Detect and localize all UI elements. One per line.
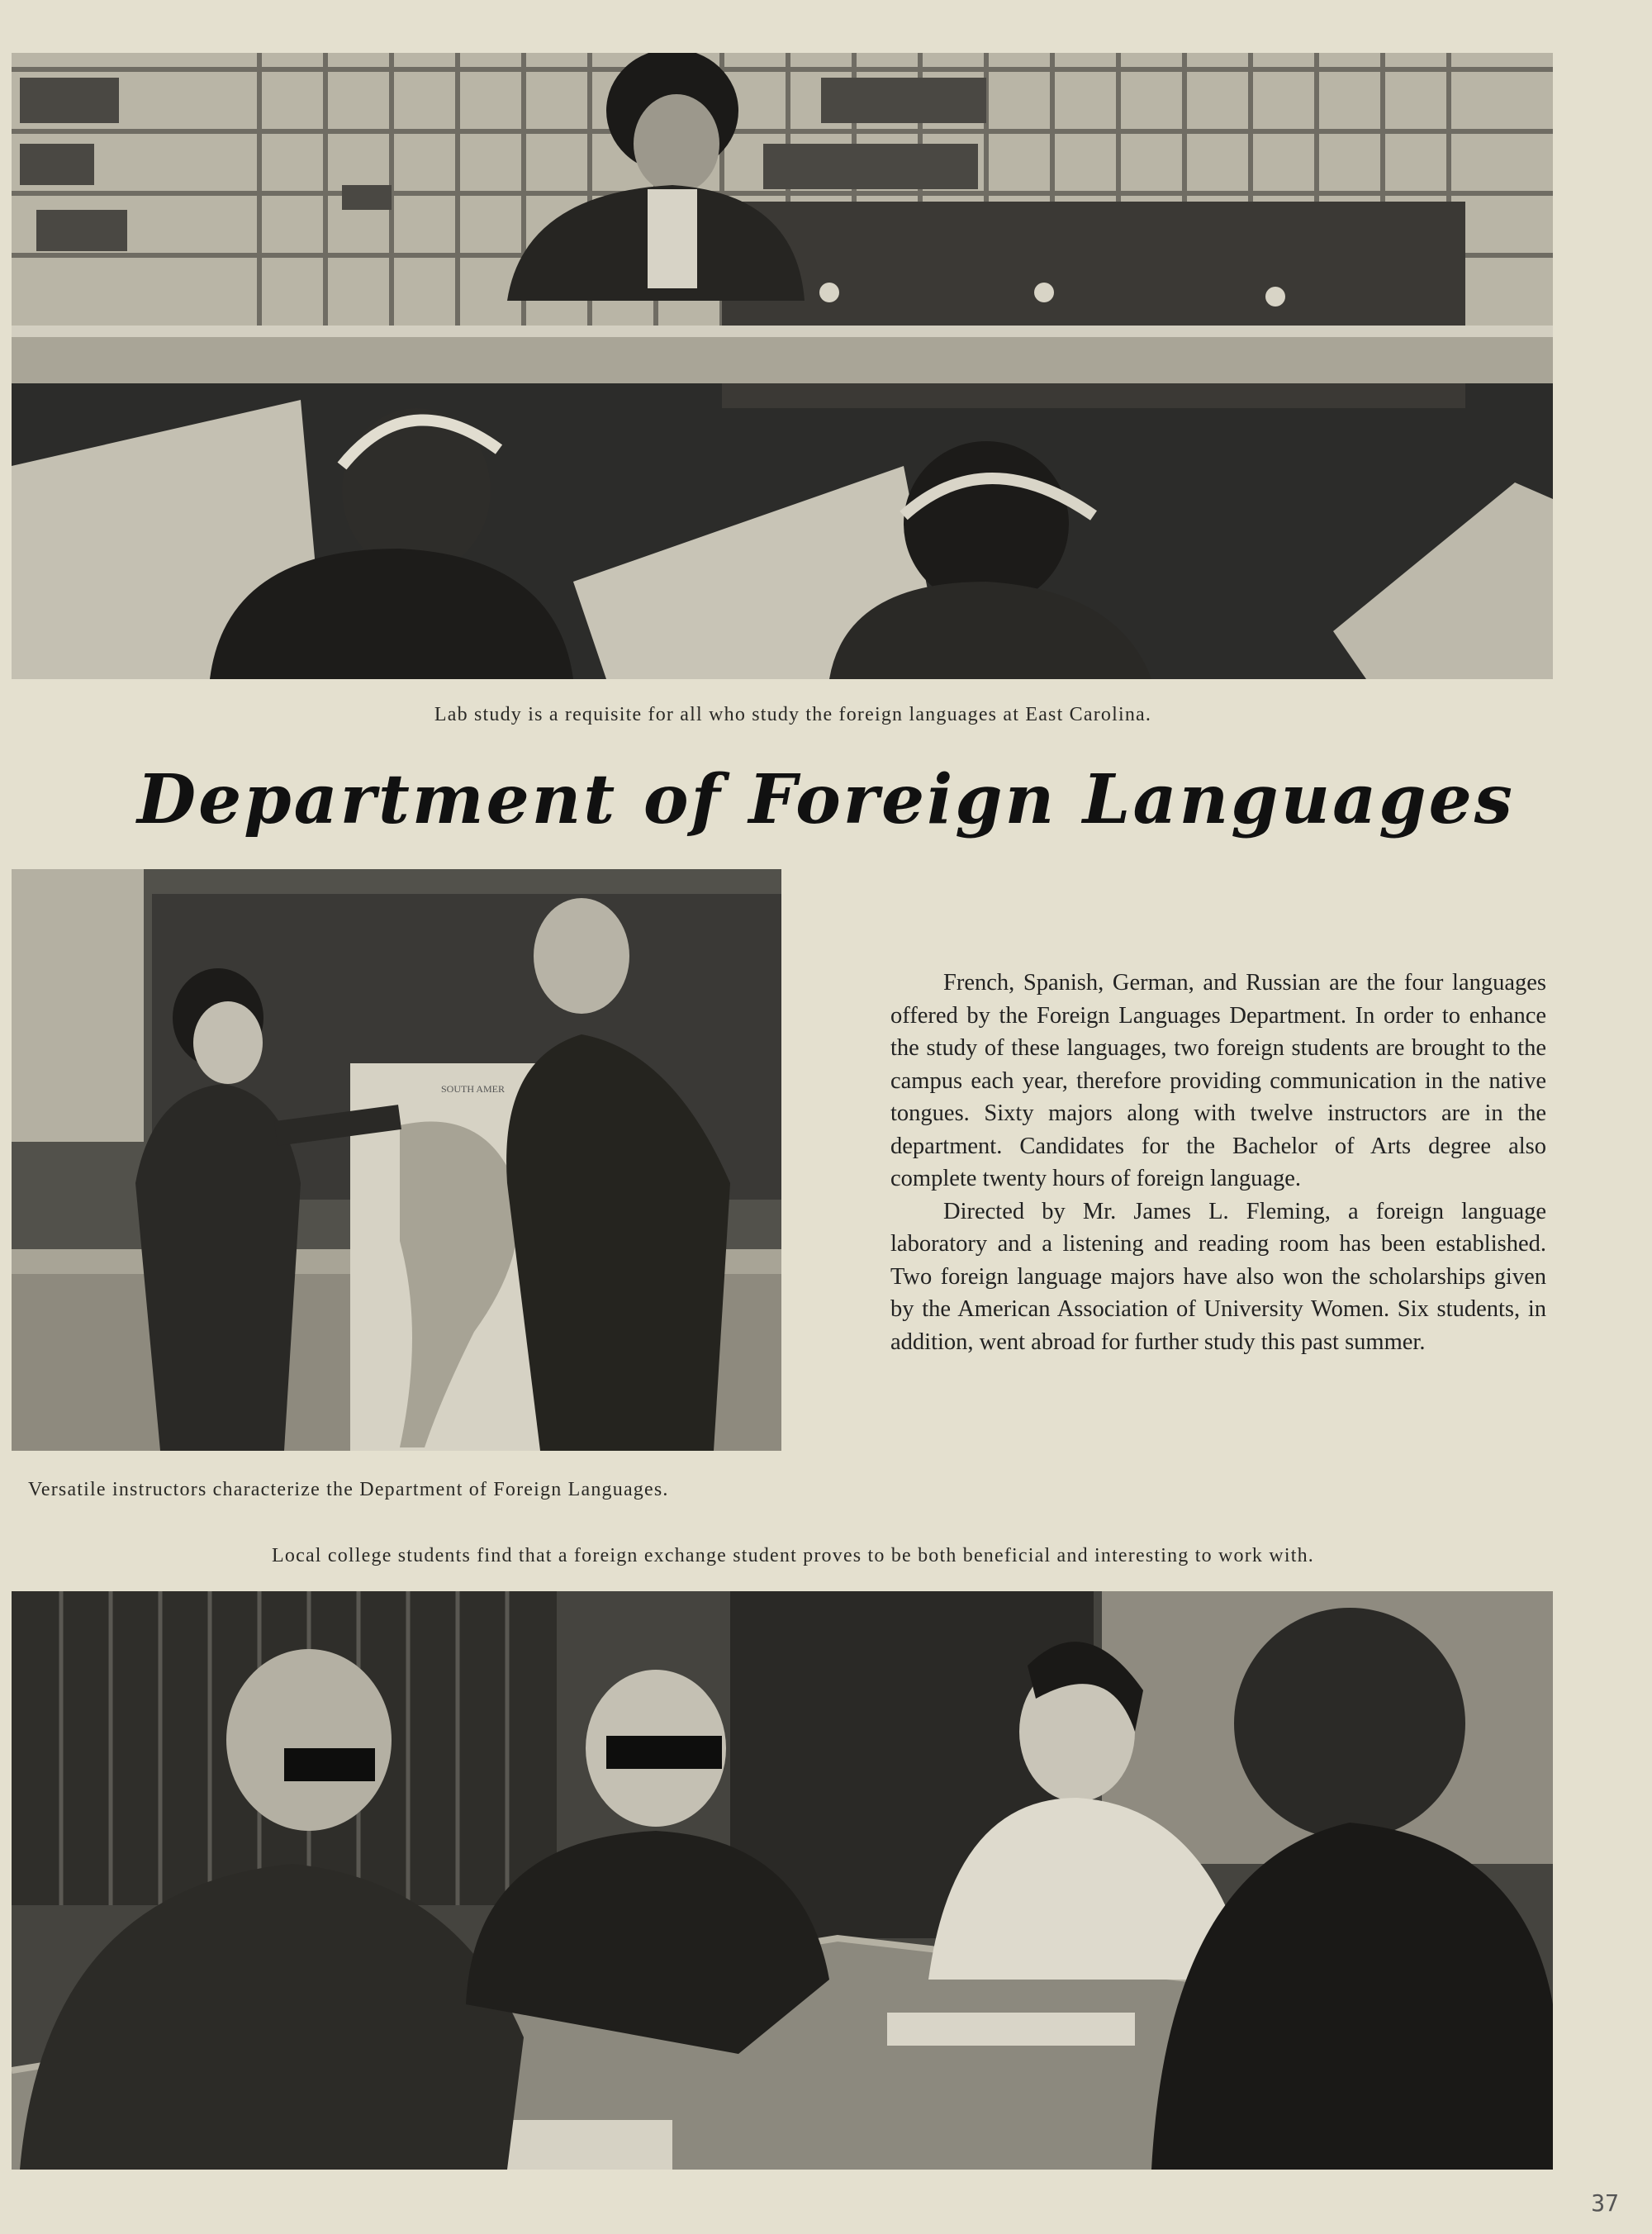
language-lab-photo bbox=[12, 53, 1553, 679]
page-title: Department of Foreign Languages bbox=[137, 760, 1515, 839]
instructors-photo-caption: Versatile instructors characterize the Department of Foreign Languages. bbox=[28, 1479, 669, 1500]
exchange-students-photo bbox=[12, 1591, 1553, 2170]
exchange-photo-caption: Local college students find that a foreign exchange student proves to be both beneficial and interesting to work with. bbox=[272, 1545, 1314, 1566]
description-paragraph-1: French, Spanish, German, and Russian are the four languages offered by the Foreign Languages Department. In order to enhance the study of these languages, two foreign students are brought to the campus each year, therefore providing communication in the native tongues. Sixty majors along with twelve instructors are in the department. Candidates for the Bachelor of Arts degree also complete twenty hours of foreign language. bbox=[890, 970, 1546, 1191]
instructors-photo bbox=[12, 869, 781, 1451]
page-number: 37 bbox=[1591, 2189, 1619, 2217]
description-paragraph-2: Directed by Mr. James L. Fleming, a foreign language laboratory and a listening and reading room has been established. Two foreign language majors have also won the scholarships given by the American Association of University Women. Six students, in addition, went abroad for further study this past summer. bbox=[890, 1198, 1546, 1355]
lab-photo-caption: Lab study is a requisite for all who study the foreign languages at East Carolina. bbox=[434, 704, 1152, 725]
department-description bbox=[890, 967, 1546, 1358]
map-label: SOUTH AMER bbox=[441, 1083, 506, 1095]
